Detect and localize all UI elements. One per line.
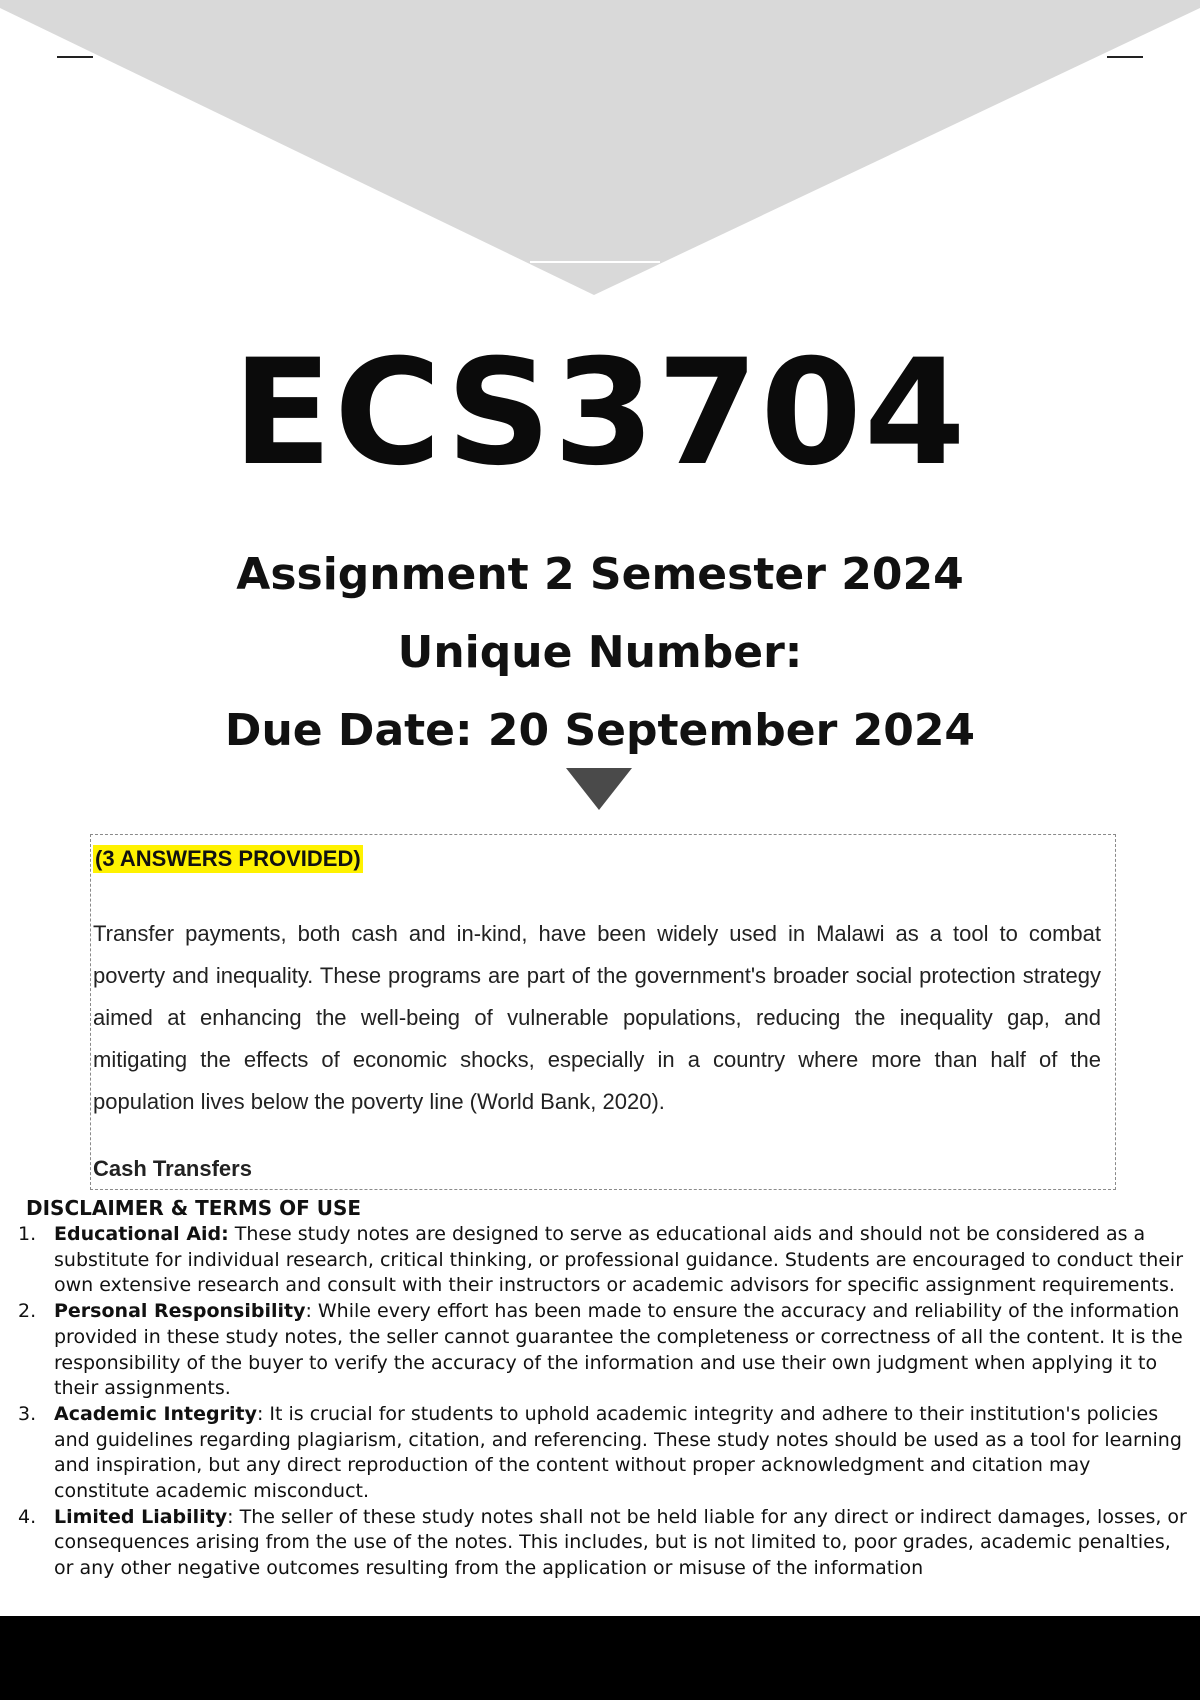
corner-line-right [1107, 56, 1143, 58]
disclaimer-item-number: 2. [18, 1300, 37, 1323]
preview-section-heading: Cash Transfers [93, 1156, 252, 1181]
assignment-semester-line: Assignment 2 Semester 2024 [236, 549, 964, 600]
course-code-title: ECS3704 [232, 328, 968, 498]
document-preview-box [90, 834, 1116, 1190]
preview-paragraph: Transfer payments, both cash and in-kind, have been widely used in Malawi as a tool to combat poverty and inequality. These programs are part of the government's broader social protection strategy aimed at enhancing the well-being of vulnerable populations, reducing the inequality gap, and mitigating the effects of economic shocks, especially in a country where more than half of the population lives below the poverty line (World Bank, 2020). [93, 921, 1101, 1114]
answers-provided-badge: (3 ANSWERS PROVIDED) [95, 846, 361, 871]
disclaimer-title: DISCLAIMER & TERMS OF USE [26, 1196, 362, 1220]
disclaimer-item [0, 1222, 1200, 1299]
unique-number-line: Unique Number: [397, 627, 803, 678]
disclaimer-item-term: Personal Responsibility [54, 1300, 306, 1323]
disclaimer-item-term: Educational Aid: [54, 1223, 229, 1245]
disclaimer-item-number: 1. [18, 1223, 37, 1245]
disclaimer-item-text: : The seller of these study notes shall not be held liable for any direct or indirect damages, losses, or consequences arising from the use of the notes. This includes, but is not limited to, poor grades, academic penalties, or any other negative outcomes resulting from the application or misuse of the information [54, 1505, 1187, 1580]
down-triangle-icon [566, 768, 632, 810]
disclaimer-item-text: : While every effort has been made to ensure the accuracy and reliability of the information provided in these study notes, the seller cannot guarantee the completeness or correctness of all the content. It is the responsibility of the buyer to verify the accuracy of the information and use their own judgment when applying it to their assignments. [54, 1300, 1183, 1400]
disclaimer-item-term: Limited Liability [54, 1505, 228, 1528]
disclaimer-list [0, 1222, 1200, 1582]
disclaimer-item-text: : It is crucial for students to uphold academic integrity and adhere to their institution's policies and guidelines regarding plagiarism, citation, and referencing. These study notes should be used as a tool for learning and inspiration, but any direct reproduction of the content without proper acknowledgment and citation may constitute academic misconduct. [54, 1402, 1182, 1503]
header-chevron-graphic [0, 0, 1200, 300]
corner-line-left [57, 56, 93, 58]
disclaimer-item [0, 1505, 1200, 1582]
disclaimer-item-number: 4. [18, 1505, 37, 1528]
disclaimer-item-number: 3. [18, 1402, 37, 1425]
disclaimer-item [0, 1402, 1200, 1505]
disclaimer-item-text: These study notes are designed to serve as educational aids and should not be considered as a substitute for individual research, critical thinking, or professional guidance. Students are encouraged to conduct their own extensive research and consult with their instructors or academic advisors for specific assignment requirements. [54, 1223, 1184, 1297]
disclaimer-item-term: Academic Integrity [54, 1402, 257, 1425]
disclaimer-item [0, 1299, 1200, 1402]
due-date-line: Due Date: 20 September 2024 [224, 705, 976, 756]
bottom-black-bar [0, 1616, 1200, 1700]
